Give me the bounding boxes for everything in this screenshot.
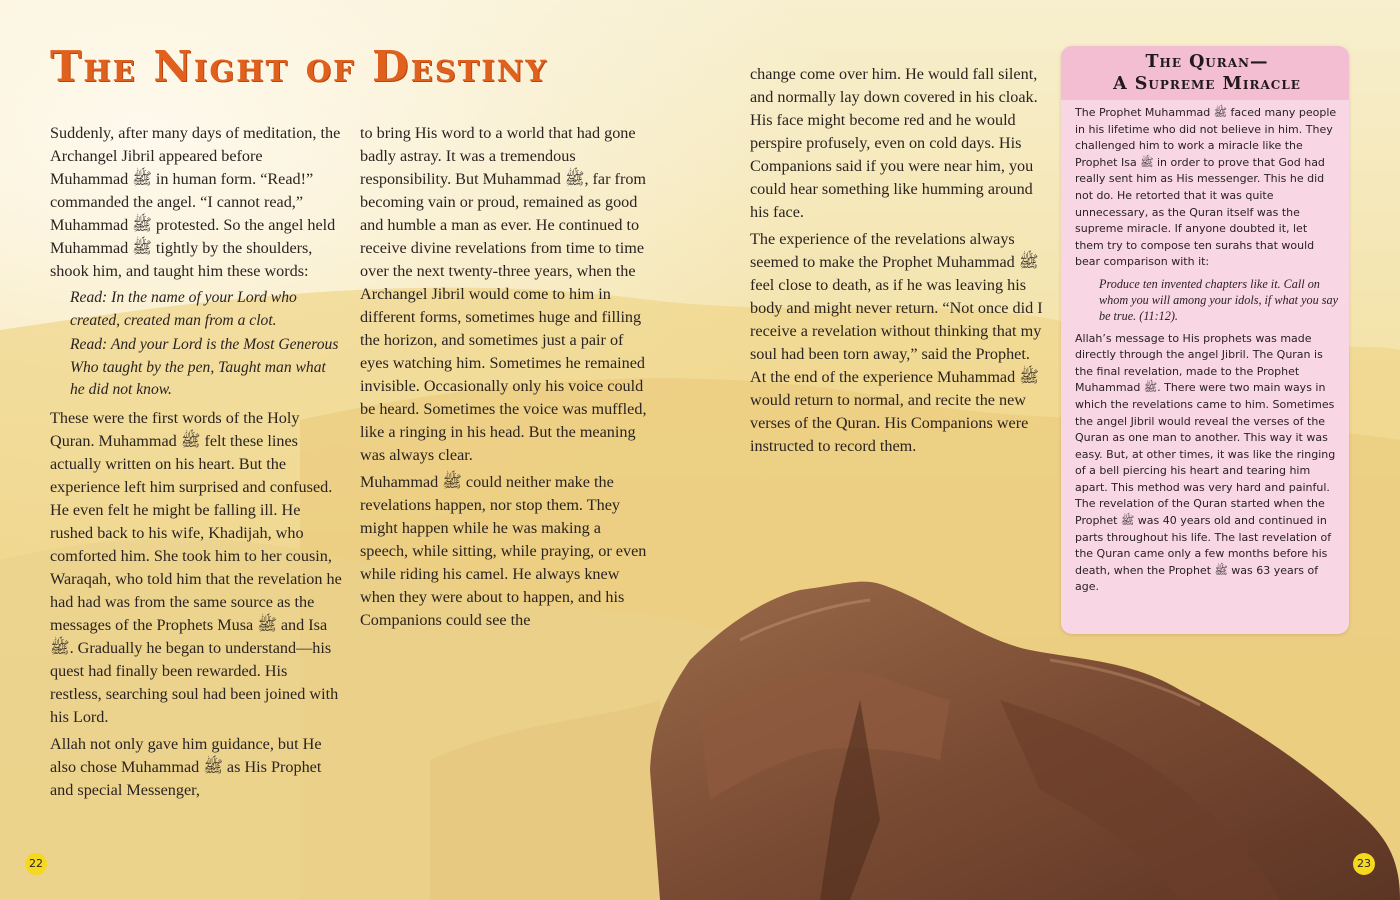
paragraph: Muhammad ﷺ could neither make the revelations happen, nor stop them. They might happen while he was making a speech, while sitting, while praying, or even while riding his camel. He always knew when they were about to happen, and his Companions could see the bbox=[360, 473, 647, 629]
text-column-3 bbox=[750, 63, 1045, 462]
page-title: The Night of Destiny bbox=[50, 42, 549, 91]
page-number-right: 23 bbox=[1353, 853, 1375, 875]
paragraph: Allah not only gave him guidance, but He also chose Muhammad ﷺ as His Prophet and special Messenger, bbox=[50, 734, 322, 799]
page-number-left: 22 bbox=[25, 853, 47, 875]
quran-verse: Read: In the name of your Lord who created, created man from a clot. bbox=[70, 289, 297, 329]
sidebar-title-line: A Supreme Miracle bbox=[1113, 74, 1301, 94]
text-column-2 bbox=[360, 122, 652, 636]
paragraph: Suddenly, after many days of meditation, the Archangel Jibril appeared before Muhammad ﷺ in human form. “Read!” commanded the angel. “I cannot read,” Muhammad ﷺ protested. So the angel held Muhammad ﷺ tightly by the shoulders, shook him, and taught him these words: bbox=[50, 124, 341, 280]
text-column-1 bbox=[50, 122, 342, 806]
sidebar-title-line: The Quran— bbox=[1145, 52, 1269, 72]
sidebar-paragraph: Allah’s message to His prophets was made directly through the angel Jibril. The Quran is the final revelation, made to the Prophet Muhammad ﷺ. There were two main ways in which the revelations came to him. Sometimes the angel Jibril would reveal the verses of the Quran as one man to another. This way it was easy. But, at other times, it was like the ringing of a bell piercing his heart and tearing him apart. This method was very hard and painful. The revelation of the Quran started when the Prophet ﷺ was 40 years old and continued in parts throughout his life. The last revelation of the Quran came only a few months before his death, when the Prophet ﷺ was 63 years of age. bbox=[1075, 331, 1336, 594]
paragraph: The experience of the revelations always seemed to make the Prophet Muhammad ﷺ feel close to death, as if he was leaving his body and might never return. “Not once did I receive a revelation without thinking that my soul had been torn away,” said the Prophet. At the end of the experience Muhammad ﷺ would return to normal, and recite the new verses of the Quran. His Companions were instructed to record them. bbox=[750, 230, 1043, 455]
paragraph: to bring His word to a world that had gone badly astray. It was a tremendous responsibility. But Muhammad ﷺ, far from becoming vain or proud, remained as good and humble a man as ever. He continued to receive divine revelations from time to time over the next twenty-three years, when the Archangel Jibril would come to him in different forms, sometimes huge and filling the horizon, and sometimes just a pair of eyes watching him. Sometimes he remained invisible. Occasionally only his voice could be heard. Sometimes the voice was muffled, like a ringing in his head. But the meaning was always clear. bbox=[360, 124, 647, 464]
sidebar-box bbox=[1061, 46, 1349, 634]
quran-verse: Read: And your Lord is the Most Generous Who taught by the pen, Taught man what he did not know. bbox=[70, 336, 339, 398]
sidebar-quote: Produce ten invented chapters like it. Call on whom you will among your idols, if what you say be true. (11:12). bbox=[1099, 276, 1339, 324]
sidebar-paragraph: The Prophet Muhammad ﷺ faced many people in his lifetime who did not believe in him. They challenged him to work a miracle like the Prophet Isa ﷺ in order to prove that God had really sent him as His messenger. This he did not do. He retorted that it was quite unnecessary, as the Quran itself was the supreme miracle. If anyone doubted it, let them try to compose ten surahs that would bear comparison with it: bbox=[1075, 106, 1337, 269]
sidebar-title bbox=[1075, 46, 1339, 95]
paragraph: These were the first words of the Holy Quran. Muhammad ﷺ felt these lines actually written on his heart. But the experience left him surprised and confused. He even felt he might be falling ill. He rushed back to his wife, Khadijah, who comforted him. She took him to her cousin, Waraqah, who told him that the revelation he had had was from the same source as the messages of the Prophets Musa ﷺ and Isa ﷺ. Gradually he began to understand—his quest had finally been rewarded. His restless, searching soul had been joined with his Lord. bbox=[50, 408, 342, 726]
paragraph: change come over him. He would fall silent, and normally lay down covered in his cloak. His face might become red and he would perspire profusely, even on cold days. His Companions said if you were near him, you could hear something like humming around his face. bbox=[750, 65, 1038, 221]
sidebar-body bbox=[1075, 105, 1339, 596]
